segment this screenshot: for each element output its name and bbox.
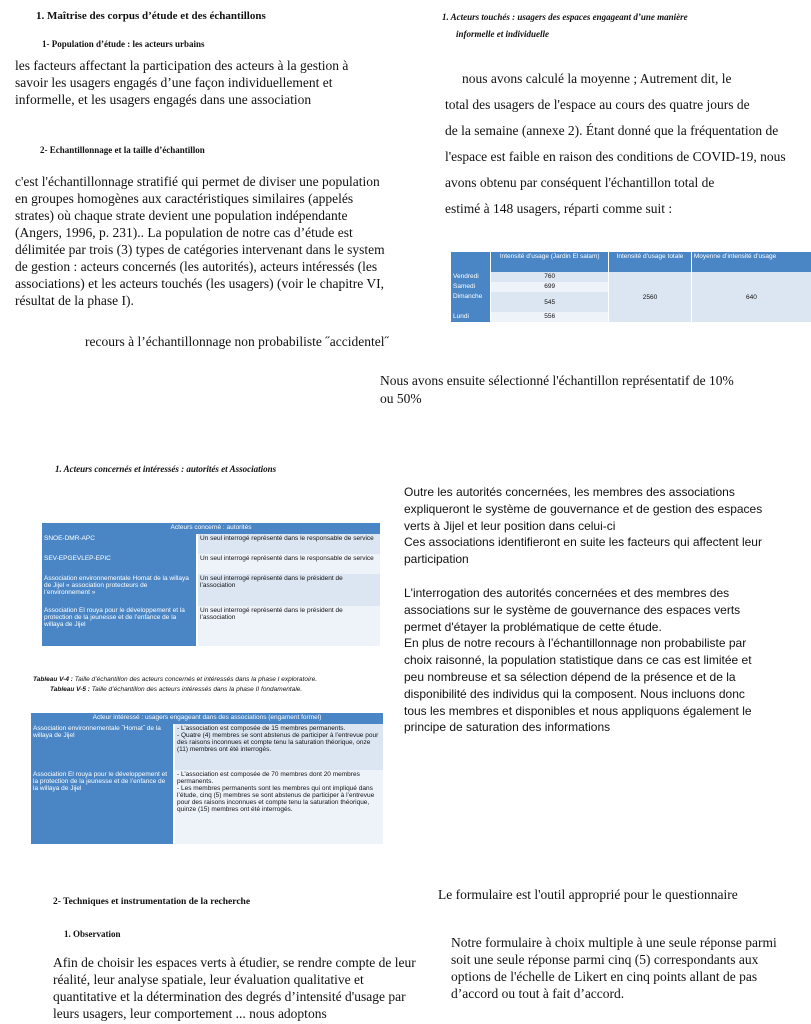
table-title-autorites: Acteurs concerné : autorités [42,523,380,534]
table-header-totale: Intensité d’usage totale [609,252,692,272]
text-line: total des usagers de l'espace au cours des quatre jours de [445,97,750,112]
table-cell-detail: Un seul interrogé représenté dans le président de l’association [197,606,380,646]
caption-label: Tableau V-4 : [33,676,73,683]
table-cell-detail: - L’association est composée de 70 membres dont 20 membres permanents. - Les membres permanents sont les membres qui ont impliqué dans l’étude, cinq (5) membres se sont abstenus de participer à l’entrevue pour des raisons inconnues et compte tenu la saturation théorique, quinze (15) membres ont été interrogés. [174,770,383,844]
table-row [42,606,380,646]
table-row [42,554,380,574]
paragraph-outre-autorites [404,484,768,736]
table-cell-detail: Un seul interrogé représenté dans le responsable de service [197,534,380,554]
table-title-interesses: Acteur intéressé : usagers engageant dans des associations (engament formel) [31,713,383,724]
table-cell-value: 760 [491,272,609,282]
text-line: l'espace est faible en raison des conditions de COVID-19, nous [445,149,786,164]
text-block: Outre les autorités concernées, les membres des associations expliqueront le système de gouvernance et de gestion des espaces verts à Jijel et leur position dans celui-ci [404,485,763,533]
text-block: L'interrogation des autorités concernées et des membres des associations sur le système de gouvernance des espaces verts permet d'étayer la problématique de cette étude. [404,585,741,634]
section-heading-corpus: 1. Maîtrise des corpus d’étude et des échantillons [36,10,266,22]
paragraph-echantillon-representatif: Nous avons ensuite sélectionné l'échantillon représentatif de 10% ou 50% [380,373,734,406]
subheading-echantillonnage: 2- Echantillonnage et la taille d’échantillon [40,145,205,155]
heading-acteurs-concernes: 1. Acteurs concernés et intéressés : autorités et Associations [55,464,277,474]
table-cell-value: 556 [491,312,609,322]
table-cell-detail: Un seul interrogé représenté dans le président de l’association [197,574,380,606]
table-cell-value: 545 [491,292,609,312]
table-row [42,574,380,606]
table-cell-day: Dimanche [451,292,491,312]
paragraph-accidentel: recours à l’échantillonnage non probabiliste ˝accidentel˝ [85,334,389,349]
heading-techniques: 2- Techniques et instrumentation de la recherche [53,897,251,907]
table-cell-total: 2560 [609,272,692,322]
paragraph-formulaire: Le formulaire est l'outil approprié pour le questionnaire [438,887,738,902]
table-cell-detail: - L’association est composée de 15 membres permanents. - Quatre (4) membres se sont abstenus de participer à l’entrevue pour des raisons inconnues et compte tenu la saturation théorique, onze (11) membres ont été interrogés. [174,724,383,770]
heading-observation: 1. Observation [64,929,121,939]
table-cell-acteur: Association El rouya pour le développement et la protection de la jeunesse et de l’enfance de la willaya de Jijel [42,606,197,646]
text-block: Ces associations identifieront en suite les facteurs qui affectent leur participation [404,535,762,567]
paragraph-choix-multiple-wrap [451,934,777,1006]
text-block: En plus de notre recours à l’échantillonnage non probabiliste par choix raisonné, la population statistique dans ce cas est limitée et peu nombreuse et sa sélection dépend de la présence et de la disponibilité des individus qui la composent. Nous incluons donc tous les membres et disponibles et nous appliquons également le principe de saturation des informations [404,636,752,735]
caption-label: Tableau V-5 : [50,686,90,693]
table-cell-day: Samedi [451,282,491,292]
table-cell-acteur: SEV-EPGEVLEP-EPIC [42,554,197,574]
paragraph-observation: Afin de choisir les espaces verts à étudier, se rendre compte de leur réalité, leur analyse spatiale, leur évaluation qualitative et quantitative et la détermination des degrés d’intensité d'usage par leurs usagers, leur comportement ... nous adoptons [53,955,416,1021]
caption-tableau-v4 [33,676,393,683]
table-cell-acteur: Association environnementale Homat de la willaya de Jijel « association protecteurs de l’environnement » [42,574,197,606]
table-header-intensite: Intensité d’usage (Jardin El salam) [491,252,609,272]
table-autorites [42,523,380,646]
table-row [31,724,383,770]
table-header-moyenne: Moyenne d’intensité d’usage [691,252,811,272]
table-cell-acteur: SNOE-DMR-APC [42,534,197,554]
text-line: avons obtenu par conséquent l'échantillon total de [445,175,715,190]
heading-acteurs-touches: 1. Acteurs touchés : usagers des espaces engageant d’une manière [442,12,688,22]
table-header-empty [451,252,491,272]
paragraph-choix-multiple: Notre formulaire à choix multiple à une seule réponse parmi soit une seule réponse parmi cinq (5) correspondants aux options de l'échelle de Likert en cinq points allant de pas d’accord ou tout à fait d’accord. [451,935,777,1001]
usage-intensity-table [451,252,777,332]
caption-text: Taille d’échantillon des acteurs concernés et intéressés dans la phase I exploratoire. [72,676,317,683]
text-line: de la semaine (annexe 2). Étant donné que la fréquentation de [445,123,779,138]
table-cell-mean: 640 [691,272,811,322]
caption-tableau-v5 [50,686,390,693]
text-line: estimé à 148 usagers, réparti comme suit : [445,201,673,216]
subheading-population: 1- Population d’étude : les acteurs urbains [42,39,205,49]
table-row [31,770,383,844]
table-cell-association: Association El rouya pour le développement et la protection de la jeunesse et de l’enfance de la willaya de Jijel [31,770,174,844]
table-cell-value: 699 [491,282,609,292]
paragraph-stratifie: c'est l'échantillonnage stratifié qui permet de diviser une population en groupes homogènes aux caractéristiques similaires (appelés strates) où chaque strate devient une population indépendante (Angers, 1996, p. 231).. La population de notre cas d’étude est délimitée par trois (3) types de catégories intervenant dans le system de gestion : acteurs concernés (les autorités), acteurs intéressés (les associations) et les acteurs touchés (les usagers) (voir le chapitre VI, résultat de la phase I). [15,174,385,308]
text-line: nous avons calculé la moyenne ; Autrement dit, le [462,71,732,86]
table-interesses [31,713,383,844]
table-cell-detail: Un seul interrogé représenté dans le responsable de service [197,554,380,574]
paragraph-facteurs: les facteurs affectant la participation des acteurs à la gestion à savoir les usagers engagés d’une façon individuellement et informelle, et les usagers engagés dans une association [15,58,349,107]
table-row [451,272,811,282]
paragraph-moyenne [445,66,786,222]
caption-text: Taille d’échantillon des acteurs intéressés dans la phase II fondamentale. [89,686,303,693]
table-cell-association: Association environnementale ˝Homat˝ de la willaya de Jijel [31,724,174,770]
table-cell-day: Lundi [451,312,491,322]
heading-acteurs-touches-line2: informelle et individuelle [456,29,549,39]
table-row [42,534,380,554]
table-cell-day: Vendredi [451,272,491,282]
